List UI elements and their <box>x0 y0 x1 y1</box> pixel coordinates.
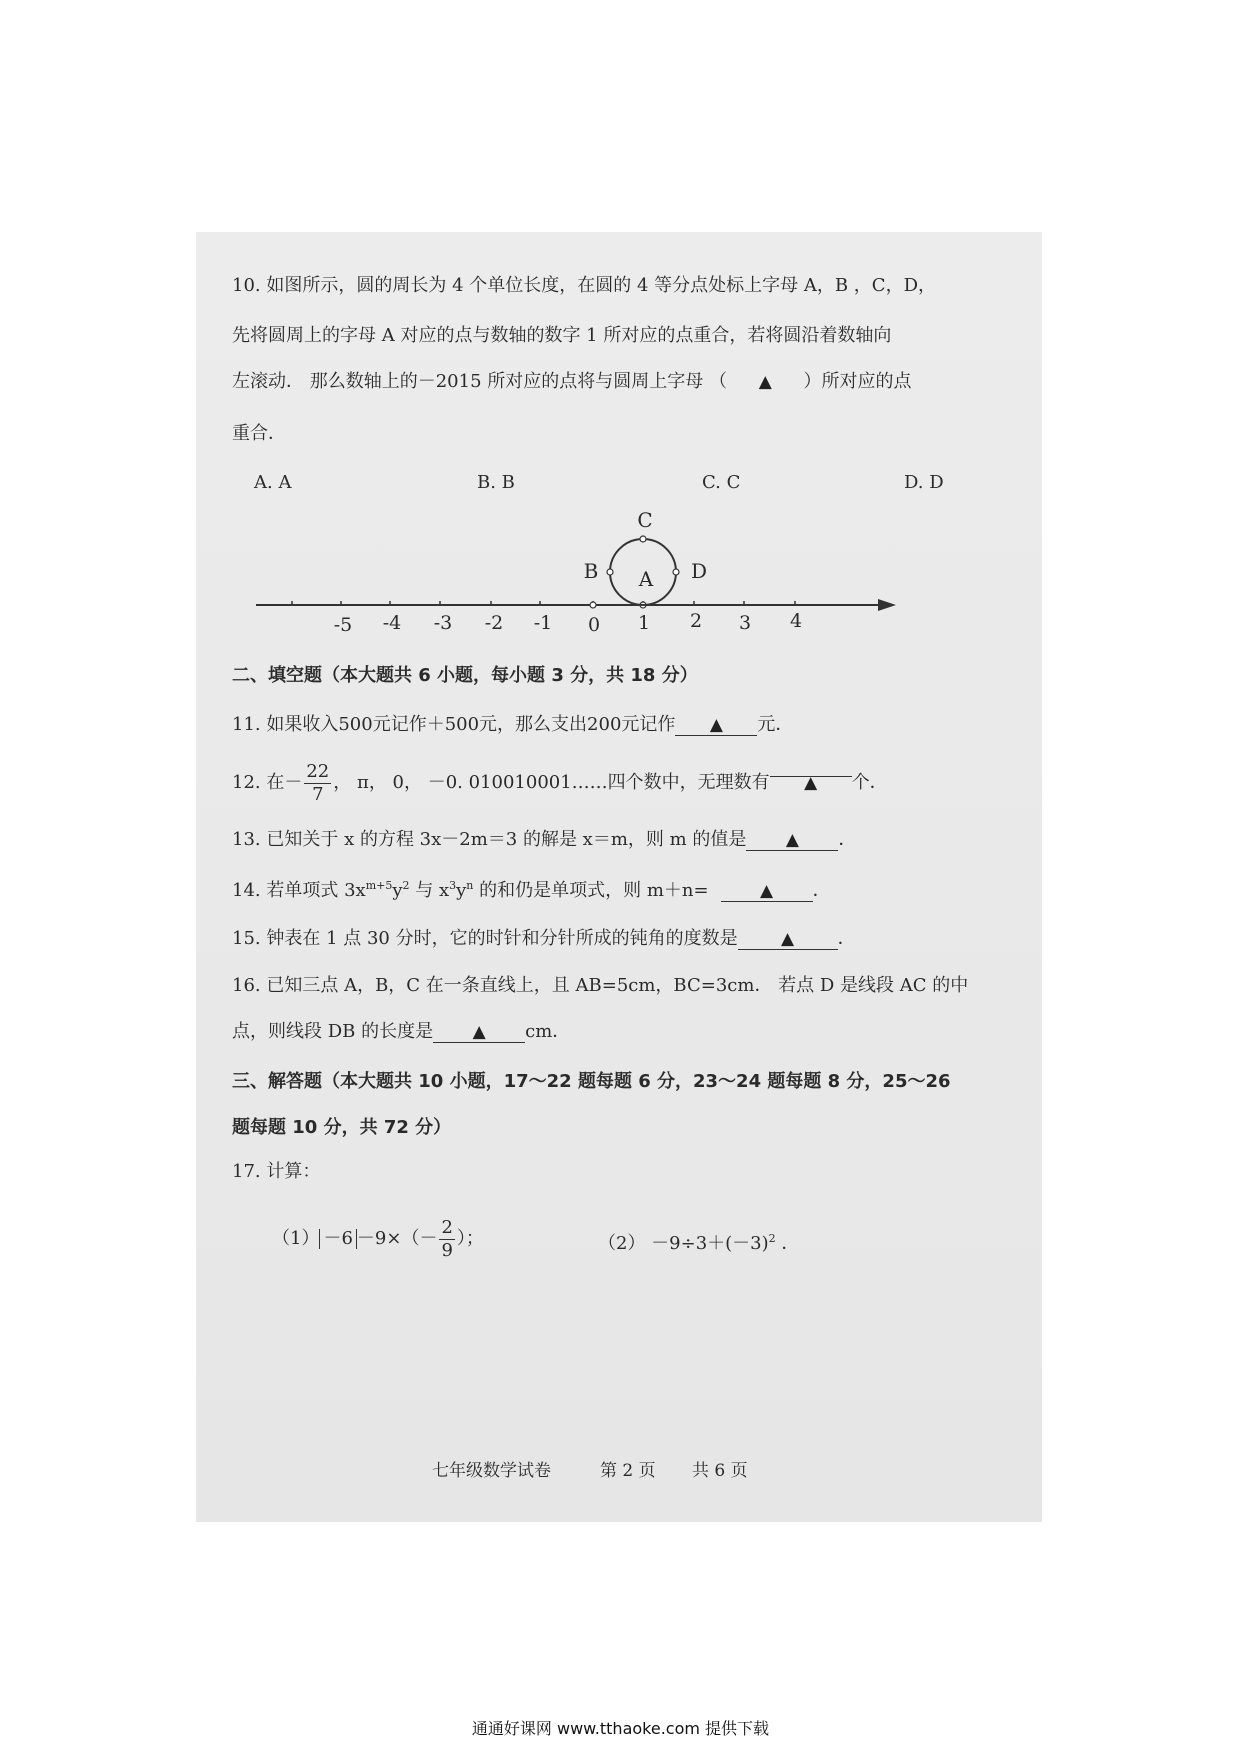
q14-answer-blank <box>721 879 813 902</box>
point-zero <box>590 602 596 608</box>
circle-label-a: A <box>638 567 654 591</box>
circle-point-d <box>673 569 679 575</box>
answer-marker: ▲ <box>781 929 795 949</box>
q10-option-b: B. B <box>477 472 515 493</box>
q17-part1-mid: －9×（－ <box>356 1228 438 1249</box>
q14-text-pre: 14. 若单项式 3x <box>232 880 366 901</box>
q16-line1: 16. 已知三点 A，B，C 在一条直线上，且 AB=5cm，BC=3cm． 若点 D 是线段 AC 的中 <box>232 975 969 996</box>
circle-label-b: B <box>583 559 599 583</box>
download-note: 通通好课网 www.tthaoke.com 提供下载 <box>471 1719 770 1738</box>
exponent-2: 2 <box>402 879 410 892</box>
q15-answer-blank <box>738 927 838 950</box>
tick-label-4: 4 <box>789 610 803 632</box>
tick-label-neg5: -5 <box>333 614 353 636</box>
q12-answer-blank <box>770 754 852 793</box>
q14-text-mid: 与 x <box>409 880 450 901</box>
q10-line3 <box>232 370 912 394</box>
q17-part2-end: ． <box>775 1233 800 1254</box>
q12 <box>232 754 888 812</box>
tick-label-3: 3 <box>738 612 752 634</box>
fraction-numerator: 2 <box>441 1216 453 1238</box>
footer-subject: 七年级数学试卷 <box>432 1461 551 1481</box>
answer-marker: ▲ <box>472 1022 486 1042</box>
absolute-value: －6 <box>319 1229 356 1249</box>
answer-marker: ▲ <box>785 830 799 850</box>
q15-end: ． <box>837 928 856 949</box>
q16-text: 点，则线段 DB 的长度是 <box>232 1021 434 1042</box>
q17-title: 17. 计算： <box>232 1161 321 1182</box>
footer-total: 共 6 页 <box>692 1461 748 1481</box>
circle-point-b <box>607 569 613 575</box>
fraction-numerator: 22 <box>306 760 330 782</box>
section2-title: 二、填空题（本大题共 6 小题，每小题 3 分，共 18 分） <box>232 665 698 686</box>
q15-text: 15. 钟表在 1 点 30 分时，它的时针和分针所成的钝角的度数是 <box>232 928 738 949</box>
number-line-figure <box>0 490 1241 640</box>
fraction-denominator: 9 <box>441 1239 453 1261</box>
tick-label-neg2: -2 <box>484 612 504 634</box>
section3-title-line1: 三、解答题（本大题共 10 小题，17～22 题每题 6 分，23～24 题每题 8 分，25～26 <box>232 1071 951 1092</box>
q11-text: 11. 如果收入500元记作＋500元，那么支出200元记作 <box>232 714 676 735</box>
q16-unit: cm． <box>525 1021 571 1042</box>
answer-marker: ▲ <box>758 372 772 392</box>
q12-text-mid: ， π， 0， －0. 010010001……四个数中，无理数有 <box>333 772 770 793</box>
q15 <box>232 927 856 951</box>
fraction-denominator: 7 <box>312 783 324 805</box>
footer-page: 第 2 页 <box>600 1461 656 1481</box>
q13-answer-blank <box>746 828 838 851</box>
answer-marker: ▲ <box>760 881 774 901</box>
q11-answer-blank <box>675 713 757 736</box>
q16-answer-blank <box>433 1020 525 1043</box>
q10-line3-pre: 左滚动． 那么数轴上的－2015 所对应的点将与圆周上字母 （ <box>232 371 727 392</box>
tick-label-neg1: -1 <box>533 612 553 634</box>
q14-y: y <box>392 880 403 901</box>
q17-part1 <box>272 1210 484 1268</box>
q13-end: ． <box>838 829 857 850</box>
q17-part2 <box>598 1227 799 1256</box>
exponent-2: 2 <box>768 1232 776 1245</box>
q14-text-end: 的和仍是单项式，则 m＋n= <box>473 880 709 901</box>
q14-y2: y <box>456 880 467 901</box>
q17-part1-label: （1） <box>272 1228 320 1249</box>
section3-title-line2: 题每题 10 分，共 72 分） <box>232 1117 452 1138</box>
q14 <box>232 874 831 903</box>
q17-part1-end: ）； <box>456 1228 484 1249</box>
q11-unit: 元． <box>757 714 794 735</box>
q10-line1: 10. 如图所示，圆的周长为 4 个单位长度，在圆的 4 等分点处标上字母 A，B ，C，D， <box>232 275 937 296</box>
tick-label-neg3: -3 <box>433 612 453 634</box>
axis-arrow-icon <box>878 599 896 611</box>
tick-label-0: 0 <box>587 614 601 636</box>
q13 <box>232 828 856 852</box>
answer-marker: ▲ <box>709 715 723 735</box>
q10-option-d: D. D <box>904 472 944 493</box>
exponent-m-plus-5: m+5 <box>365 879 393 892</box>
exponent-n: n <box>466 879 474 892</box>
q11 <box>232 713 793 737</box>
tick-label-1: 1 <box>637 612 651 634</box>
tick-label-2: 2 <box>689 610 703 632</box>
exponent-3: 3 <box>449 879 457 892</box>
tick-label-neg4: -4 <box>382 612 402 634</box>
q10-option-a: A. A <box>254 472 292 493</box>
q16-line2 <box>232 1020 570 1044</box>
q12-unit: 个． <box>851 772 888 793</box>
q12-text-pre: 12. 在－ <box>232 772 303 793</box>
q10-line3-post: ）所对应的点 <box>803 371 912 392</box>
q13-text: 13. 已知关于 x 的方程 3x－2m＝3 的解是 x＝m，则 m 的值是 <box>232 829 747 850</box>
q17-part2-text: （2） －9÷3＋(－3) <box>598 1233 769 1254</box>
q14-end: ． <box>812 880 831 901</box>
answer-marker: ▲ <box>804 773 818 793</box>
circle-label-c: C <box>637 508 653 532</box>
q10-line4: 重合． <box>232 423 286 444</box>
q10-line2: 先将圆周上的字母 A 对应的点与数轴的数字 1 所对应的点重合，若将圆沿着数轴向 <box>232 325 892 346</box>
circle-point-c <box>640 536 646 542</box>
fraction-22-7 <box>304 761 331 806</box>
q10-option-c: C. C <box>702 472 741 493</box>
fraction-2-9 <box>439 1217 454 1262</box>
circle-label-d: D <box>690 559 708 583</box>
